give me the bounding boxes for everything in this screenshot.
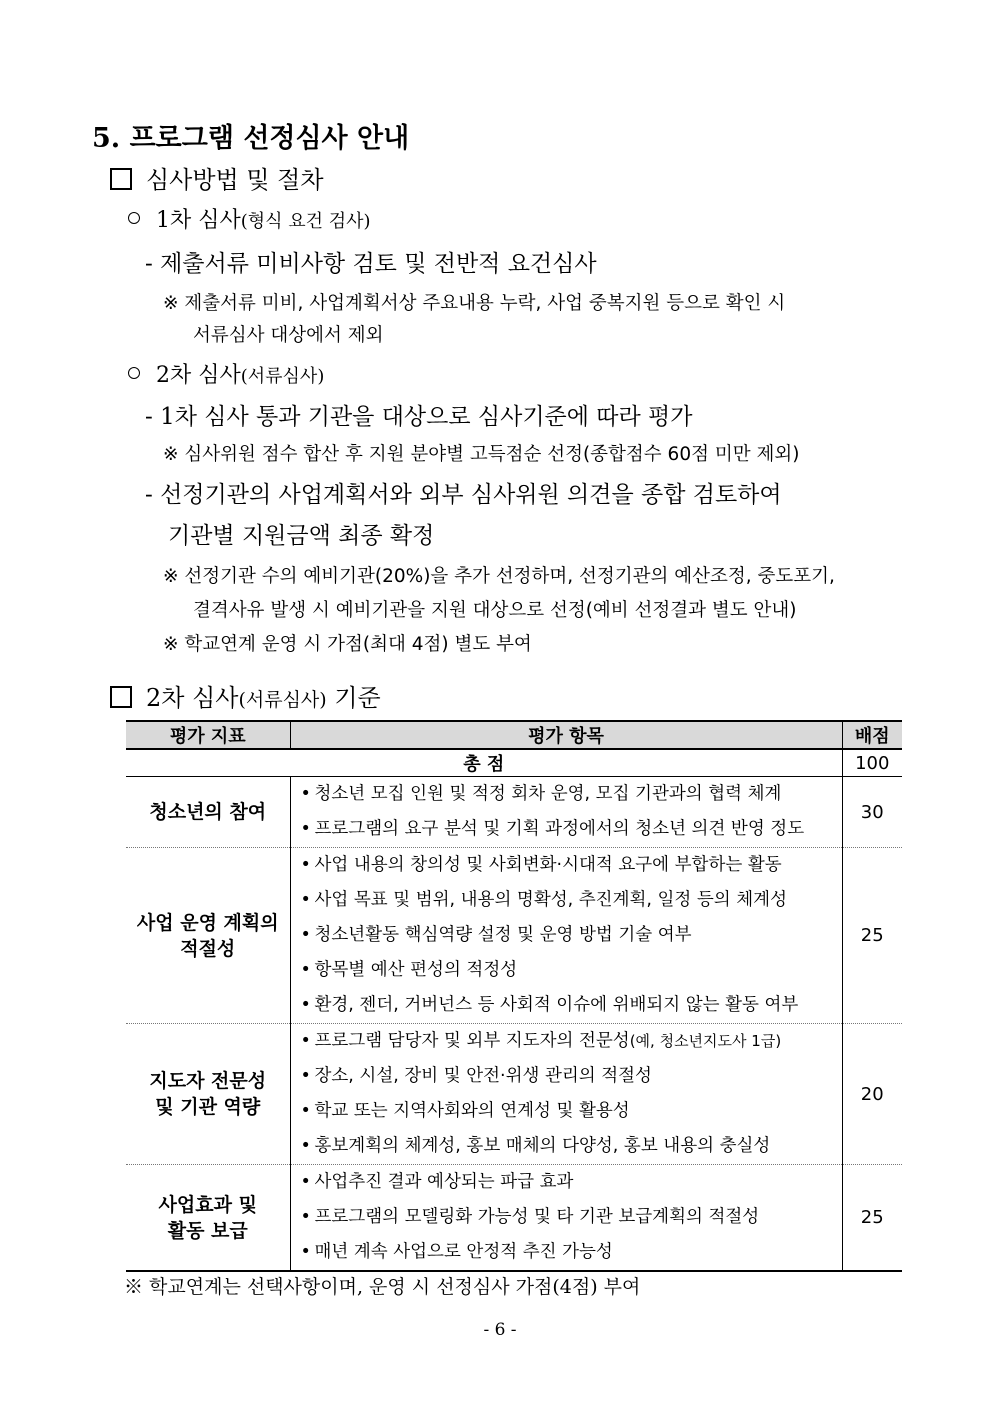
stage1-note-line1: ※ 제출서류 미비, 사업계획서상 주요내용 누락, 사업 중복지원 등으로 확인 시: [163, 293, 786, 314]
checkbox-square-icon: [110, 168, 132, 190]
stage1-sub: (형식 요건 검사): [240, 211, 371, 232]
list-item: • 프로그램의 요구 분석 및 기획 과정에서의 청소년 의견 반영 정도: [300, 819, 805, 839]
table-row: [126, 848, 902, 1024]
table-row: [126, 1024, 902, 1165]
list-item: • 홍보계획의 체계성, 홍보 매체의 다양성, 홍보 내용의 충실성: [300, 1136, 771, 1156]
stage1-row: [128, 203, 371, 234]
indicator-cell: 사업 운영 계획의 적절성: [126, 848, 290, 1024]
items-cell: [290, 777, 842, 848]
stage2-note3: ※ 학교연계 운영 시 가점(최대 4점) 별도 부여: [163, 634, 532, 655]
checkbox-square-icon: [110, 686, 132, 708]
stage2-note2-line1: ※ 선정기관 수의 예비기관(20%)을 추가 선정하며, 선정기관의 예산조정, 중도포기,: [163, 566, 835, 587]
list-item: • 학교 또는 지역사회와의 연계성 및 활용성: [300, 1101, 630, 1121]
stage2-desc2-line1: - 선정기관의 사업계획서와 외부 심사위원 의견을 종합 검토하여: [145, 482, 782, 508]
criteria-heading-b: (서류심사): [238, 689, 327, 711]
points-cell: 20: [842, 1024, 902, 1165]
indicator-cell: 사업효과 및 활동 보급: [126, 1165, 290, 1272]
col-items-header: 평가 항목: [290, 721, 842, 749]
section-title: 5. 프로그램 선정심사 안내: [92, 123, 410, 154]
table-row: [126, 777, 902, 848]
stage2-label: 2차 심사: [156, 363, 241, 388]
stage1-label: 1차 심사: [156, 208, 241, 233]
col-points-header: 배점: [842, 721, 902, 749]
points-cell: 30: [842, 777, 902, 848]
indicator-cell: 청소년의 참여: [126, 777, 290, 848]
list-item: • 장소, 시설, 장비 및 안전·위생 관리의 적절성: [300, 1066, 652, 1086]
list-item: • 매년 계속 사업으로 안정적 추진 가능성: [300, 1242, 613, 1262]
list-item: • 환경, 젠더, 거버넌스 등 사회적 이슈에 위배되지 않는 활동 여부: [300, 995, 799, 1015]
total-row: [126, 749, 902, 777]
list-item: • 사업 목표 및 범위, 내용의 명확성, 추진계획, 일정 등의 체계성: [300, 890, 787, 910]
stage2-note1: ※ 심사위원 점수 합산 후 지원 분야별 고득점순 선정(종합점수 60점 미만 제외): [163, 444, 800, 465]
stage2-desc2-line2: 기관별 지원금액 최종 확정: [168, 523, 435, 549]
list-item: • 청소년활동 핵심역량 설정 및 운영 방법 기술 여부: [300, 925, 692, 945]
points-cell: 25: [842, 848, 902, 1024]
criteria-heading-c: 기준: [326, 684, 381, 712]
circle-bullet-icon: [128, 367, 140, 379]
list-item: • 프로그램의 모델링화 가능성 및 타 기관 보급계획의 적절성: [300, 1207, 760, 1227]
stage2-row: [128, 358, 324, 389]
list-item: • 사업추진 결과 예상되는 파급 효과: [300, 1172, 574, 1192]
points-cell: 25: [842, 1165, 902, 1272]
items-cell: [290, 848, 842, 1024]
total-label: 총 점: [126, 749, 842, 777]
indicator-cell: 지도자 전문성 및 기관 역량: [126, 1024, 290, 1165]
criteria-footnote: ※ 학교연계는 선택사항이며, 운영 시 선정심사 가점(4점) 부여: [124, 1276, 641, 1298]
circle-bullet-icon: [128, 212, 140, 224]
list-item: • 항목별 예산 편성의 적정성: [300, 960, 518, 980]
stage2-sub: (서류심사): [240, 366, 325, 387]
items-cell: [290, 1024, 842, 1165]
table-header-row: [126, 721, 902, 749]
criteria-table: [126, 720, 902, 1272]
list-item: • 청소년 모집 인원 및 적정 회차 운영, 모집 기관과의 협력 체계: [300, 784, 782, 804]
criteria-heading-row: [110, 678, 381, 713]
stage1-note-line2: 서류심사 대상에서 제외: [193, 325, 384, 346]
procedure-heading-row: [110, 160, 324, 195]
criteria-heading-a: 2차 심사: [146, 684, 239, 712]
total-points: 100: [842, 749, 902, 777]
table-row: [126, 1165, 902, 1272]
stage2-note2-line2: 결격사유 발생 시 예비기관을 지원 대상으로 선정(예비 선정결과 별도 안내): [193, 600, 797, 621]
list-item: • 프로그램 담당자 및 외부 지도자의 전문성(예, 청소년지도사 1급): [300, 1031, 782, 1051]
procedure-heading: 심사방법 및 절차: [146, 166, 324, 194]
stage2-desc1: - 1차 심사 통과 기관을 대상으로 심사기준에 따라 평가: [145, 404, 693, 430]
items-cell: [290, 1165, 842, 1272]
page-number: - 6 -: [483, 1320, 517, 1340]
list-item: • 사업 내용의 창의성 및 사회변화·시대적 요구에 부합하는 활동: [300, 855, 782, 875]
stage1-desc: - 제출서류 미비사항 검토 및 전반적 요건심사: [145, 251, 597, 277]
col-indicator-header: 평가 지표: [126, 721, 290, 749]
